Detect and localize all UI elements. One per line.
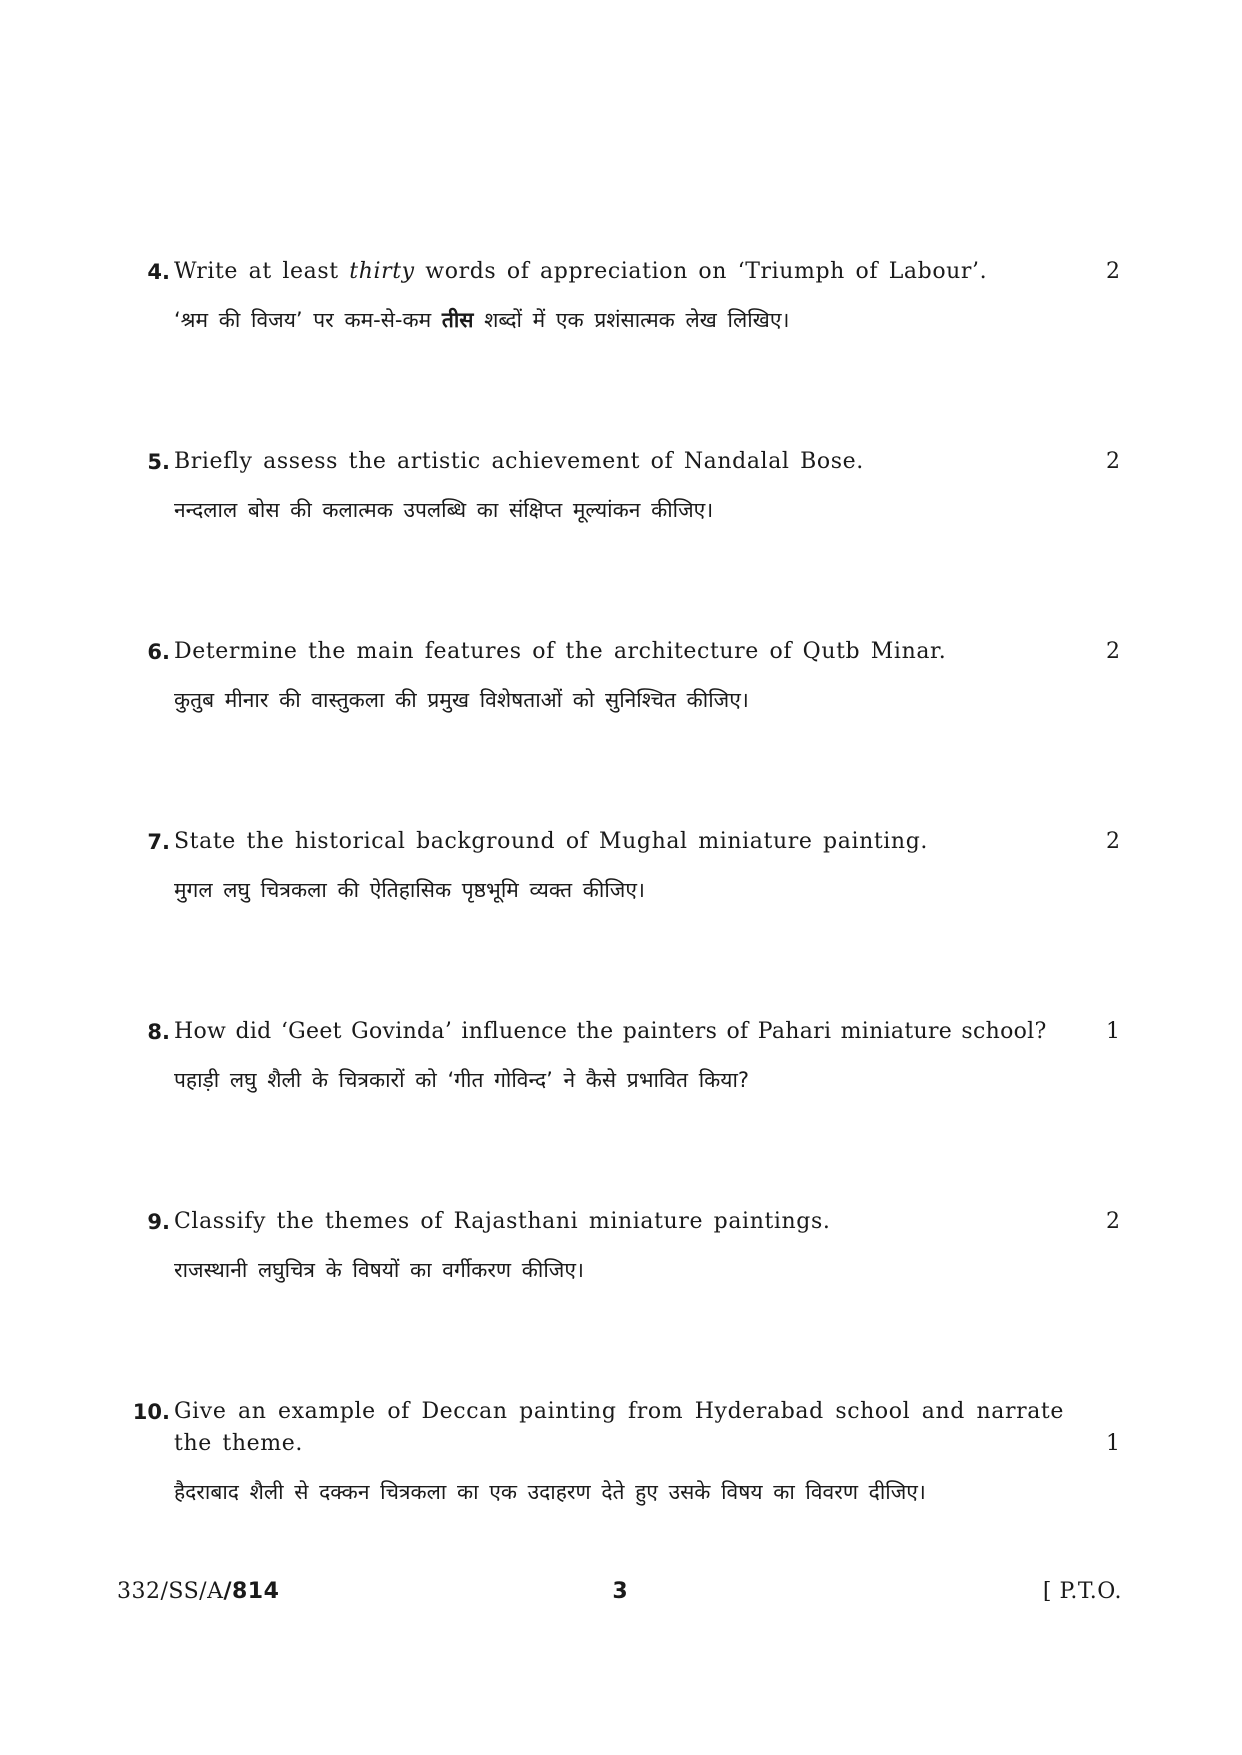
question-text-hindi: ‘श्रम की विजय’ पर कम-से-कम तीस शब्दों में एक प्रशंसात्मक लेख लिखिए। [174, 308, 790, 332]
question-marks: 2 [1106, 259, 1120, 284]
question-number: 8. [147, 1020, 170, 1044]
paper-code-suffix: /814 [223, 1579, 280, 1604]
question-number: 5. [147, 450, 170, 474]
question-text-english: Classify the themes of Rajasthani miniature paintings. [174, 1209, 831, 1234]
paper-code: 332/SS/A/814 [117, 1579, 280, 1604]
question-marks: 2 [1106, 829, 1120, 854]
question-marks: 1 [1106, 1431, 1120, 1456]
question-number: 6. [147, 640, 170, 664]
question-marks: 1 [1106, 1019, 1120, 1044]
question-text-hindi: पहाड़ी लघु शैली के चित्रकारों को ‘गीत गोविन्द’ ने कैसे प्रभावित किया? [174, 1068, 750, 1092]
question-text-hindi: हैदराबाद शैली से दक्कन चित्रकला का एक उदाहरण देते हुए उसके विषय का विवरण दीजिए। [174, 1480, 926, 1504]
question-text-hindi: मुगल लघु चित्रकला की ऐतिहासिक पृष्ठभूमि व्यक्त कीजिए। [174, 878, 645, 902]
emphasis-word-hindi: तीस [441, 308, 474, 332]
question-text-english: Determine the main features of the architecture of Qutb Minar. [174, 639, 947, 664]
question-text-english: Write at least thirty words of appreciation on ‘Triumph of Labour’. [174, 259, 988, 284]
question-text-english: Give an example of Deccan painting from Hyderabad school and narrate the theme. [174, 1399, 1064, 1456]
question-number: 7. [147, 830, 170, 854]
question-text-hindi: कुतुब मीनार की वास्तुकला की प्रमुख विशेषताओं को सुनिश्चित कीजिए। [174, 688, 749, 712]
page-number: 3 [612, 1579, 628, 1604]
question-text-english: State the historical background of Mughal miniature painting. [174, 829, 928, 854]
question-text-hindi: नन्दलाल बोस की कलात्मक उपलब्धि का संक्षिप्त मूल्यांकन कीजिए। [174, 498, 714, 522]
pto-label: [ P.T.O. [1042, 1579, 1122, 1604]
page-footer [0, 1576, 1242, 1608]
question-marks: 2 [1106, 449, 1120, 474]
question-marks: 2 [1106, 639, 1120, 664]
question-text-english: Briefly assess the artistic achievement of Nandalal Bose. [174, 449, 864, 474]
question-number: 4. [147, 260, 170, 284]
question-marks: 2 [1106, 1209, 1120, 1234]
question-number: 10. [132, 1400, 170, 1424]
question-text-english: How did ‘Geet Govinda’ influence the painters of Pahari miniature school? [174, 1019, 1047, 1044]
emphasis-word: thirty [349, 259, 415, 284]
question-text-hindi: राजस्थानी लघुचित्र के विषयों का वर्गीकरण कीजिए। [174, 1258, 584, 1282]
question-number: 9. [147, 1210, 170, 1234]
